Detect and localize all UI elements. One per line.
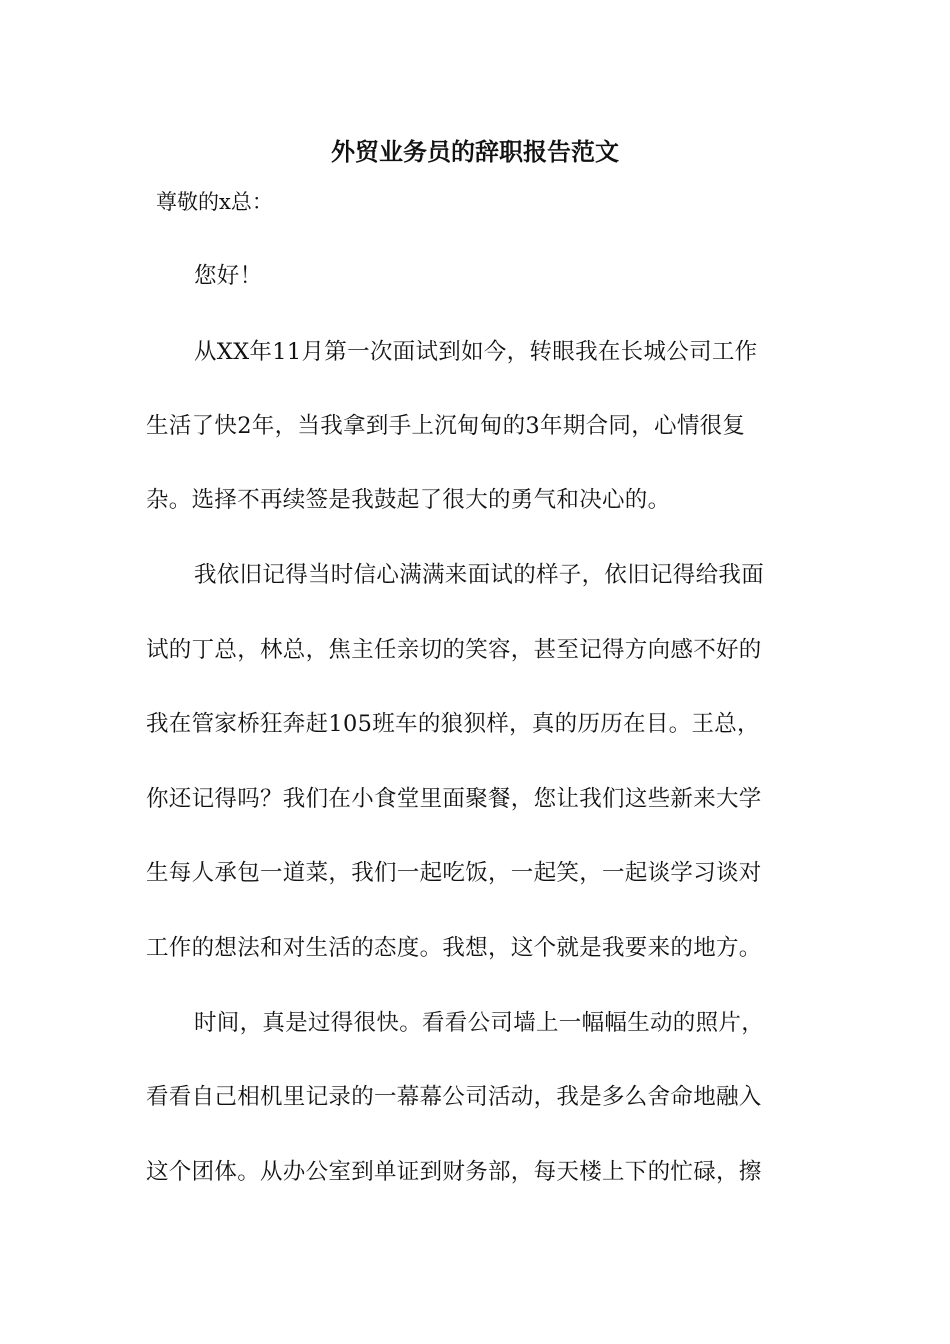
paragraph-3-line-3: 这个团体。从办公室到单证到财务部，每天楼上下的忙碌，擦 bbox=[146, 1159, 762, 1185]
document-title: 外贸业务员的辞职报告范文 bbox=[331, 137, 619, 166]
paragraph-3-line-1: 时间，真是过得很快。看看公司墙上一幅幅生动的照片， bbox=[194, 1010, 765, 1036]
salutation: 尊敬的x总： bbox=[156, 190, 273, 214]
paragraph-3-line-2: 看看自己相机里记录的一幕幕公司活动，我是多么舍命地融入 bbox=[146, 1084, 762, 1110]
paragraph-1-line-2: 生活了快2年，当我拿到手上沉甸甸的3年期合同，心情很复 bbox=[146, 413, 746, 439]
paragraph-1-line-3: 杂。选择不再续签是我鼓起了很大的勇气和决心的。 bbox=[146, 487, 671, 513]
paragraph-1-line-1: 从XX年11月第一次面试到如今，转眼我在长城公司工作 bbox=[194, 339, 758, 365]
paragraph-2-line-4: 你还记得吗？我们在小食堂里面聚餐，您让我们这些新来大学 bbox=[146, 786, 762, 812]
greeting-line: 您好！ bbox=[194, 263, 263, 289]
paragraph-2-line-2: 试的丁总，林总，焦主任亲切的笑容，甚至记得方向感不好的 bbox=[146, 637, 762, 663]
paragraph-2-line-5: 生每人承包一道菜，我们一起吃饭，一起笑，一起谈学习谈对 bbox=[146, 860, 762, 886]
paragraph-2-line-1: 我依旧记得当时信心满满来面试的样子，依旧记得给我面 bbox=[194, 562, 765, 588]
paragraph-2-line-3: 我在管家桥狂奔赶105班车的狼狈样，真的历历在目。王总， bbox=[146, 711, 760, 737]
paragraph-2-line-6: 工作的想法和对生活的态度。我想，这个就是我要来的地方。 bbox=[146, 935, 762, 961]
